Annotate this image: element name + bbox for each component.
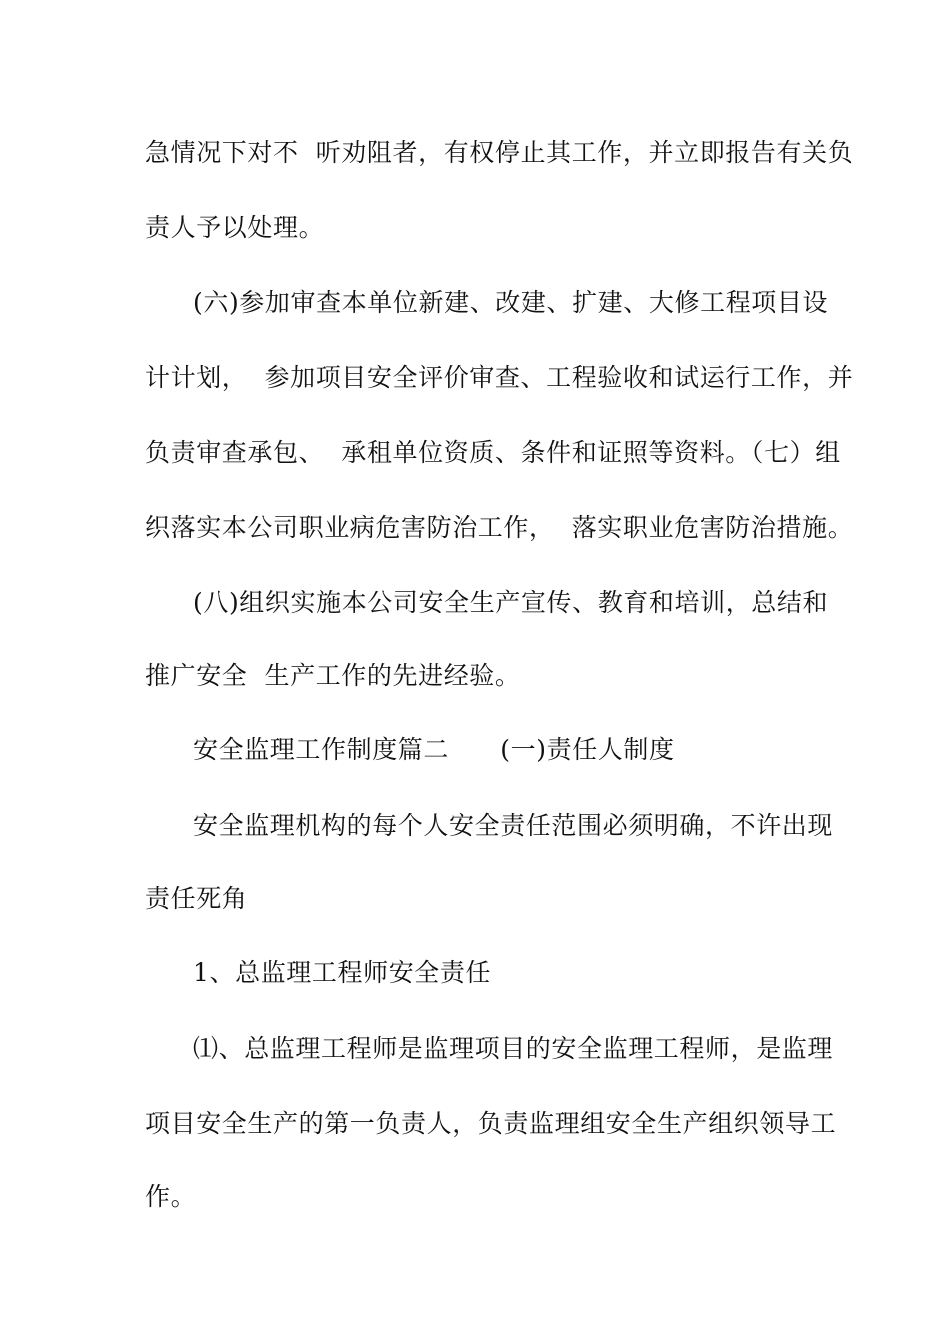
text-line: 负责审查承包、 承租单位资质、条件和证照等资料。（七）组 [145, 438, 841, 467]
text-line: 责任死角 [145, 884, 248, 913]
text-line: 织落实本公司职业病危害防治工作， 落实职业危害防治措施。 [145, 513, 854, 542]
text-line: 责人予以处理。 [145, 213, 325, 242]
text-line: 推广安全 生产工作的先进经验。 [145, 661, 521, 690]
text-line: 计计划， 参加项目安全评价审查、工程验收和试运行工作，并 [145, 363, 854, 392]
subheading-line: 1、总监理工程师安全责任 [193, 958, 492, 987]
text-line: 项目安全生产的第一负责人，负责监理组安全生产组织领导工 [145, 1109, 837, 1138]
paragraph-start-line: (八)组织实施本公司安全生产宣传、教育和培训，总结和 [193, 588, 829, 617]
text-line: 作。 [145, 1182, 197, 1211]
text-line: 急情况下对不 听劝阻者，有权停止其工作，并立即报告有关负 [145, 138, 854, 167]
section-heading-line: 安全监理工作制度篇二 (一)责任人制度 [193, 735, 675, 764]
paragraph-start-line: (六)参加审查本单位新建、改建、扩建、大修工程项目设 [193, 288, 829, 317]
paragraph-start-line: 安全监理机构的每个人安全责任范围必须明确，不许出现 [193, 811, 834, 840]
paragraph-start-line: ⑴、总监理工程师是监理项目的安全监理工程师，是监理 [193, 1034, 834, 1063]
